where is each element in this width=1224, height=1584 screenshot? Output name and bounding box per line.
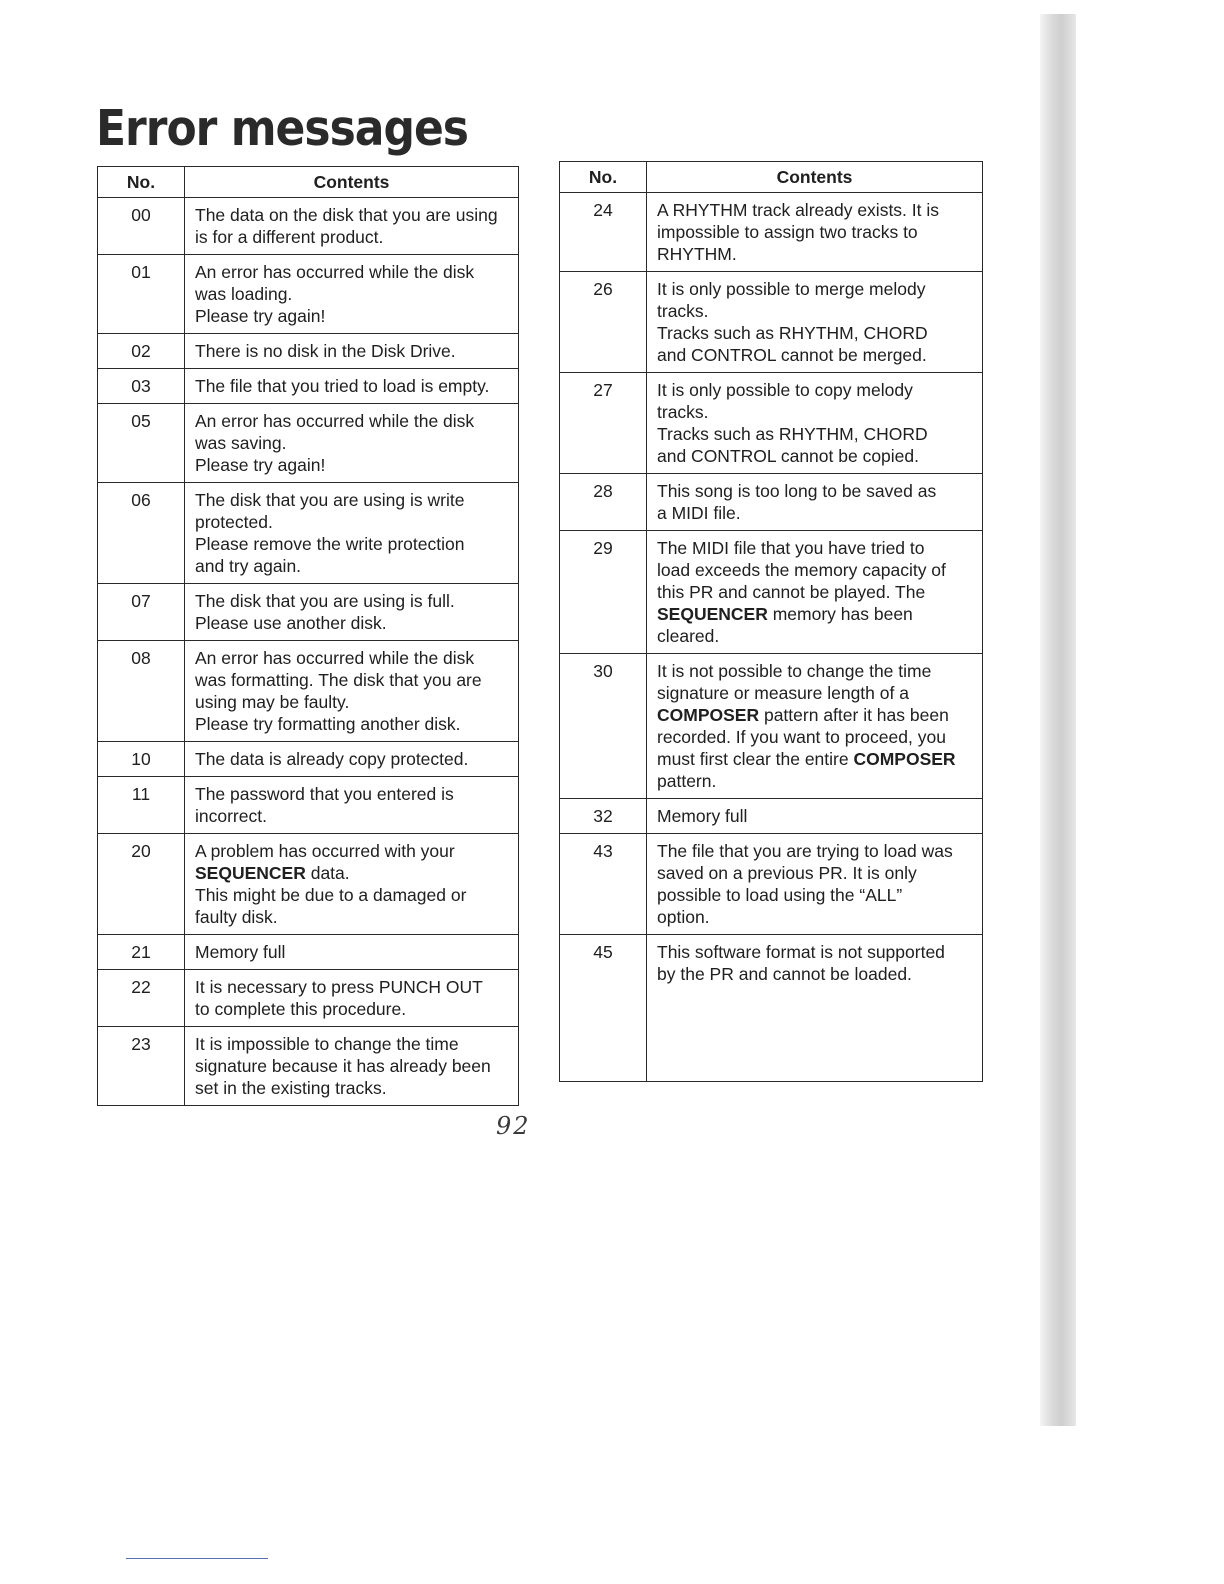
error-code: 20 xyxy=(98,834,185,935)
error-code: 00 xyxy=(98,198,185,255)
error-row-43 xyxy=(560,834,983,935)
content-line: signature because it has already been xyxy=(195,1056,491,1076)
content-line: Please try formatting another disk. xyxy=(195,714,461,734)
content-line: protected. xyxy=(195,512,273,532)
header-no: No. xyxy=(560,162,647,193)
error-code: 23 xyxy=(98,1027,185,1106)
content-line: RHYTHM. xyxy=(657,244,737,264)
error-code: 10 xyxy=(98,742,185,777)
error-code: 32 xyxy=(560,799,647,834)
error-row-05 xyxy=(98,404,519,483)
content-line: The MIDI file that you have tried to xyxy=(657,538,925,558)
error-description xyxy=(185,255,519,334)
error-description xyxy=(185,641,519,742)
error-description xyxy=(185,369,519,404)
content-line: Memory full xyxy=(657,806,748,826)
content-line: impossible to assign two tracks to xyxy=(657,222,918,242)
error-description xyxy=(185,334,519,369)
error-description xyxy=(647,834,983,935)
error-description xyxy=(647,373,983,474)
content-line: faulty disk. xyxy=(195,907,278,927)
error-code: 05 xyxy=(98,404,185,483)
error-description xyxy=(185,404,519,483)
table-header-row xyxy=(560,162,983,193)
content-line: option. xyxy=(657,907,710,927)
content-line: recorded. If you want to proceed, you xyxy=(657,727,946,747)
error-description xyxy=(185,198,519,255)
error-description xyxy=(185,584,519,641)
content-line: Please remove the write protection xyxy=(195,534,465,554)
header-contents: Contents xyxy=(647,162,983,193)
error-row-06 xyxy=(98,483,519,584)
content-line: SEQUENCER memory has been xyxy=(657,604,913,624)
error-row-23 xyxy=(98,1027,519,1106)
error-description xyxy=(185,742,519,777)
error-description xyxy=(185,777,519,834)
error-code: 22 xyxy=(98,970,185,1027)
content-line: Please try again! xyxy=(195,306,326,326)
error-row-29 xyxy=(560,531,983,654)
header-contents: Contents xyxy=(185,167,519,198)
error-row-20 xyxy=(98,834,519,935)
error-code: 07 xyxy=(98,584,185,641)
content-line: This software format is not supported xyxy=(657,942,945,962)
content-line: There is no disk in the Disk Drive. xyxy=(195,341,456,361)
scan-artifact-line xyxy=(126,1558,268,1559)
content-line: An error has occurred while the disk xyxy=(195,648,475,668)
error-code: 02 xyxy=(98,334,185,369)
content-line: An error has occurred while the disk xyxy=(195,411,475,431)
content-line: Memory full xyxy=(195,942,286,962)
content-line: The file that you tried to load is empty. xyxy=(195,376,490,396)
error-table-left xyxy=(97,166,519,1106)
error-description xyxy=(647,799,983,834)
content-line: A problem has occurred with your xyxy=(195,841,455,861)
error-row-21 xyxy=(98,935,519,970)
error-row-03 xyxy=(98,369,519,404)
content-line: load exceeds the memory capacity of xyxy=(657,560,946,580)
error-row-26 xyxy=(560,272,983,373)
content-line: Please use another disk. xyxy=(195,613,387,633)
content-line: was loading. xyxy=(195,284,293,304)
error-code: 08 xyxy=(98,641,185,742)
error-description xyxy=(647,531,983,654)
error-code: 21 xyxy=(98,935,185,970)
error-code: 43 xyxy=(560,834,647,935)
content-line: pattern. xyxy=(657,771,717,791)
content-line: and try again. xyxy=(195,556,302,576)
error-code: 27 xyxy=(560,373,647,474)
error-table-right xyxy=(559,161,983,1082)
content-line: It is only possible to merge melody xyxy=(657,279,926,299)
content-line: is for a different product. xyxy=(195,227,384,247)
content-line: The file that you are trying to load was xyxy=(657,841,953,861)
content-line: and CONTROL cannot be copied. xyxy=(657,446,919,466)
error-description xyxy=(185,483,519,584)
content-line: It is necessary to press PUNCH OUT xyxy=(195,977,483,997)
error-code: 30 xyxy=(560,654,647,799)
content-line: using may be faulty. xyxy=(195,692,350,712)
content-line: to complete this procedure. xyxy=(195,999,407,1019)
error-row-22 xyxy=(98,970,519,1027)
error-row-45 xyxy=(560,935,983,1082)
page-title: Error messages xyxy=(96,100,468,158)
content-line: This might be due to a damaged or xyxy=(195,885,467,905)
content-line: and CONTROL cannot be merged. xyxy=(657,345,927,365)
content-line: must first clear the entire COMPOSER xyxy=(657,749,956,769)
error-row-02 xyxy=(98,334,519,369)
error-row-24 xyxy=(560,193,983,272)
content-line: signature or measure length of a xyxy=(657,683,909,703)
error-code: 26 xyxy=(560,272,647,373)
error-row-32 xyxy=(560,799,983,834)
error-description xyxy=(647,654,983,799)
bold-term: COMPOSER xyxy=(657,705,760,725)
error-row-08 xyxy=(98,641,519,742)
content-line: was saving. xyxy=(195,433,287,453)
error-code: 06 xyxy=(98,483,185,584)
content-line: An error has occurred while the disk xyxy=(195,262,475,282)
content-line: Tracks such as RHYTHM, CHORD xyxy=(657,323,928,343)
header-no: No. xyxy=(98,167,185,198)
content-line: by the PR and cannot be loaded. xyxy=(657,964,912,984)
error-code: 01 xyxy=(98,255,185,334)
content-line: saved on a previous PR. It is only xyxy=(657,863,917,883)
content-line: It is only possible to copy melody xyxy=(657,380,913,400)
error-description xyxy=(185,935,519,970)
error-description xyxy=(647,474,983,531)
content-line: The disk that you are using is write xyxy=(195,490,465,510)
error-description xyxy=(647,935,983,1082)
content-line: tracks. xyxy=(657,301,709,321)
error-code: 29 xyxy=(560,531,647,654)
content-line: The data on the disk that you are using xyxy=(195,205,498,225)
bold-term: SEQUENCER xyxy=(195,863,306,883)
bold-term: COMPOSER xyxy=(853,749,956,769)
error-row-00 xyxy=(98,198,519,255)
content-line: A RHYTHM track already exists. It is xyxy=(657,200,940,220)
content-line: It is impossible to change the time xyxy=(195,1034,459,1054)
content-line: cleared. xyxy=(657,626,720,646)
bold-term: SEQUENCER xyxy=(657,604,768,624)
error-row-07 xyxy=(98,584,519,641)
error-row-27 xyxy=(560,373,983,474)
content-line: This song is too long to be saved as xyxy=(657,481,937,501)
content-line: The disk that you are using is full. xyxy=(195,591,455,611)
content-line: a MIDI file. xyxy=(657,503,741,523)
page-number: 92 xyxy=(496,1112,531,1140)
content-line: was formatting. The disk that you are xyxy=(195,670,482,690)
content-line: Please try again! xyxy=(195,455,326,475)
content-line: Tracks such as RHYTHM, CHORD xyxy=(657,424,928,444)
content-line: SEQUENCER data. xyxy=(195,863,350,883)
error-code: 45 xyxy=(560,935,647,1082)
error-code: 11 xyxy=(98,777,185,834)
content-line: It is not possible to change the time xyxy=(657,661,932,681)
error-row-01 xyxy=(98,255,519,334)
content-line: The data is already copy protected. xyxy=(195,749,469,769)
error-code: 03 xyxy=(98,369,185,404)
error-row-10 xyxy=(98,742,519,777)
error-description xyxy=(185,834,519,935)
scan-shadow-edge xyxy=(1040,14,1076,1426)
content-line: set in the existing tracks. xyxy=(195,1078,387,1098)
content-line: incorrect. xyxy=(195,806,267,826)
error-description xyxy=(647,193,983,272)
content-line: COMPOSER pattern after it has been xyxy=(657,705,949,725)
error-row-11 xyxy=(98,777,519,834)
error-description xyxy=(185,1027,519,1106)
error-description xyxy=(647,272,983,373)
content-line: possible to load using the “ALL” xyxy=(657,885,903,905)
error-code: 28 xyxy=(560,474,647,531)
error-row-28 xyxy=(560,474,983,531)
table-header-row xyxy=(98,167,519,198)
content-line: this PR and cannot be played. The xyxy=(657,582,926,602)
error-row-30 xyxy=(560,654,983,799)
error-code: 24 xyxy=(560,193,647,272)
content-line: The password that you entered is xyxy=(195,784,454,804)
content-line: tracks. xyxy=(657,402,709,422)
error-description xyxy=(185,970,519,1027)
